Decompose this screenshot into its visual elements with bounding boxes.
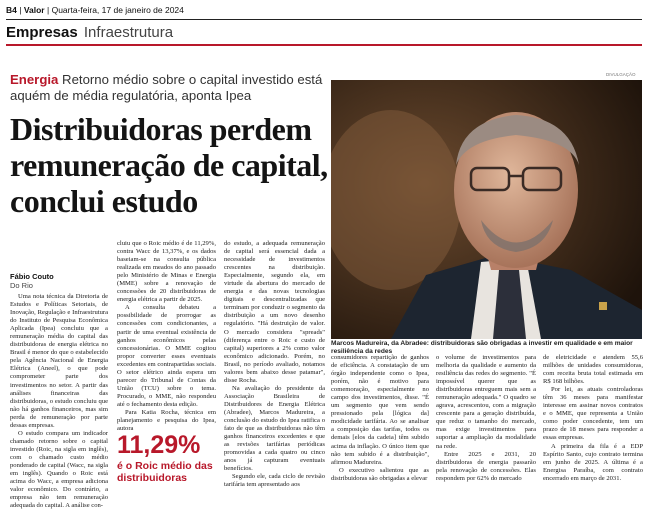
page-number: B4 [6,5,17,15]
body-column-6 [543,354,643,483]
body-column-1 [10,293,108,510]
body-paragraph: Uma nota técnica da Diretoria de Estudos e Políticas Setoriais, de Inovação, Regulação e Infraestrutura do Instituto de Pesquisa Econômica Aplicada (Ipea) concluiu que a remuneração média do capital das distribuidoras de energia elétrica no Brasil é menor do que o estabelecido pela Agência Nacional de Energia Elétrica (Aneel), o que pode comprometer parte dos investimentos no setor. A partir das análises financeiras das distribuidoras, o estudo concluiu que não há ganhos financeiros, mas sim perda de remuneração por parte dessas empresas. [10,293,108,429]
top-rule [6,19,642,20]
section-header [6,24,173,41]
body-paragraph: O executivo salientou que as distribuidoras são obrigadas a elevar [331,466,429,482]
body-paragraph: A consulta debateu a possibilidade de prorrogar as concessões com condicionantes, a partir de uma eventual existência de ganhos econômicos pelas concessionárias. O MME cogitou propor converter esses eventuais excedentes em contrapartidas sociais. O setor elétrico ainda espera um parecer do Tribunal de Contas da União (TCU) sobre o tema. Procurado, o MME, não respondeu até o fechamento desta edição. [117,304,216,408]
section-name: Empresas [6,24,78,41]
body-paragraph: Para Katia Rocha, técnica em planejamento e pesquisa do Ipea, autora [117,408,216,433]
body-paragraph: Entre 2025 e 2031, 20 distribuidoras de energia passarão pela renovação de concessões. Elas respondem por 62% do mercado [436,450,536,482]
kicker-keyword: Energia [10,72,59,87]
kicker-text: Retorno médio sobre o capital investido está aquém de média regulatória, aponta Ipea [10,72,323,103]
author-name: Fábio Couto [10,272,54,281]
body-paragraph: A primeira da fila é a EDP Espírito Santo, cujo contrato termina em junho de 2025. A última é a Energisa Paraíba, com contrato encerrado em março de 2031. [543,442,643,482]
page-folio [6,5,184,15]
highlight-number: 11,29% [117,431,201,459]
dateline: Do Rio [10,281,33,290]
body-column-2 [117,240,216,433]
body-paragraph: Segundo ele, cada ciclo de revisão tarifária tem apresentado aos [224,473,325,489]
body-paragraph: O estudo compara um indicador chamado retorno sobre o capital investido (Roic, na sigla em inglês), com o chamado custo médio ponderado de capital (Wacc, na sigla em inglês). Quando o Roic está acima do Wacc, a empresa adiciona valor econômico. Do contrário, a empresa não tem remuneração adequada do capital. A análise con- [10,429,108,510]
newspaper-name: Valor [23,5,45,15]
highlight-text: é o Roic médio das distribuidoras [117,460,213,484]
folio-separator: | [47,5,52,15]
body-paragraph: Por lei, as atuais controladoras têm 36 meses para manifestar interesse em assinar novos contratos e o MME, que representa a União como poder concedente, tem um prazo de 18 meses para responder a essas empresas. [543,386,643,442]
folio-separator: | [19,5,24,15]
body-paragraph: do estudo, a adequada remuneração de capital será essencial dada a necessidade de investimentos crescentes na distribuição. Especialmente, segundo ela, em virtude da abertura do mercado de energia e das novas tecnologias digitais e descentralizadas que terminam por conduzir o segmento da distribuição a um novo desenho regulatório. "Há destruição de valor. O mercado considera "spreads" (diferença entre o Roic e custo de capital) superiores a 2% como valor econômico adicionado. Porém, no Brasil, no período avaliado, notamos valores bem abaixo desse patamar", disse Rocha. [224,240,325,384]
photo-credit: DIVULGAÇÃO [606,72,636,77]
body-column-4 [331,354,429,483]
body-paragraph: Na avaliação do presidente da Associação Brasileira de Distribuidores de Energia Elétrica (Abradee), Marcos Madureira, a conclusão do estudo do Ipea ratifica o fato de que as distribuidoras não têm ganhos financeiros excedentes e que as revisões tarifárias periódicas promovidas a cada quatro ou cinco anos já capturam eventuais benefícios. [224,384,325,473]
article-photo [331,80,642,339]
body-paragraph: cluiu que o Roic médio é de 11,29%, contra Wacc de 13,37%, e os dados baseiam-se na consulta pública realizada em meados do ano passado pelo Ministério de Minas e Energia (MME) sobre a renovação de concessões de 20 distribuidoras de energia elétrica a partir de 2025. [117,240,216,304]
body-paragraph: consumidores repartição de ganhos de eficiência. A constatação de um órgão independente como o Ipea, porém, não é motivo para comemoração, especialmente no campo dos investimentos, disse. "É um segmento que vem sendo pressionado pela [lógica da] modicidade tarifária. Ao se analisar a composição das tarifas, todos os demais [elos da cadeia] têm subido acima da inflação. O único item que não tem subido é a distribuição", afirmou Madureira. [331,354,429,466]
headline: Distribuidoras perdem remuneração de capital, conclui estudo [10,111,328,219]
byline [10,272,54,290]
edition-date: Quarta-feira, 17 de janeiro de 2024 [51,5,184,15]
subsection-name: Infraestrutura [83,24,174,41]
body-column-5 [436,354,536,483]
kicker [10,72,325,104]
body-paragraph: o volume de investimentos para melhoria da qualidade e aumento da resiliência das redes do segmento. "É impossível querer que as distribuidoras entreguem mais sem a remuneração adequada." O quadro se agrava, acrescentou, com a migração crescente para a geração distribuída, que reduz o tamanho do mercado, mas exige investimentos para suportar a ampliação da modalidade na rede. [436,354,536,450]
portrait-illustration [331,80,642,339]
body-paragraph: de eletricidade e atendem 55,6 milhões de unidades consumidoras, com receita bruta total estimada em R$ 168 bilhões. [543,354,643,386]
body-column-3 [224,240,325,489]
section-rule [6,44,642,46]
photo-caption: Marcos Madureira, da Abradee: distribuidoras são obrigadas a investir em qualidade e em maior resiliência da redes [331,340,633,355]
